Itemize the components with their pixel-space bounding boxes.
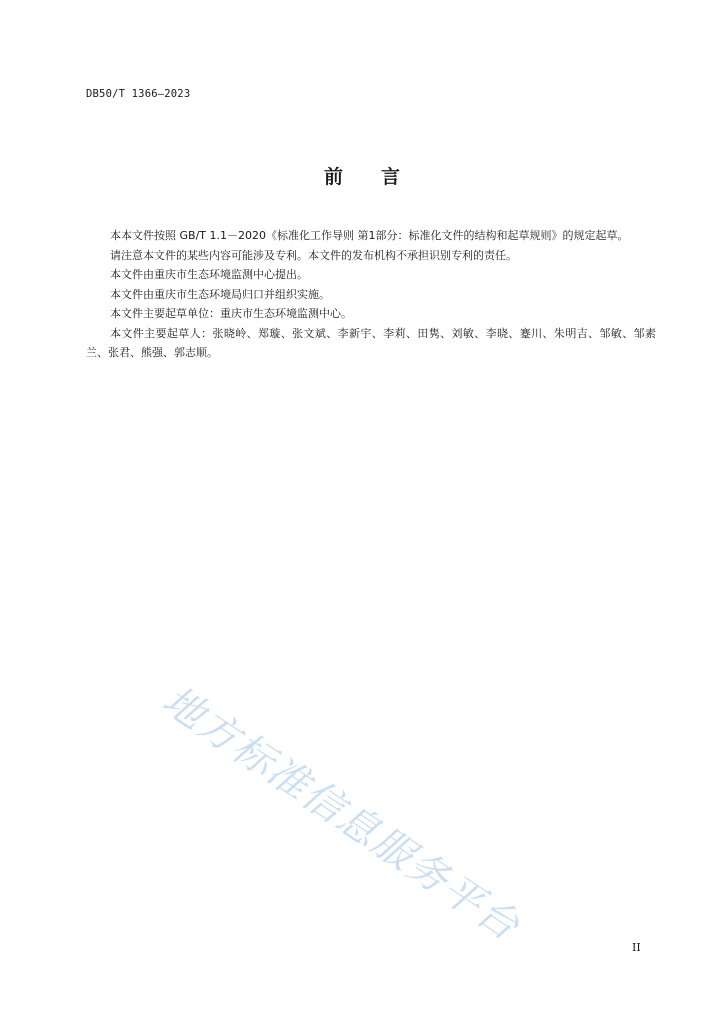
page-number: II bbox=[632, 941, 641, 954]
title-char-2: 言 bbox=[381, 166, 401, 188]
paragraph-patent-notice: 请注意本文件的某些内容可能涉及专利。本文件的发布机构不承担识别专利的责任。 bbox=[110, 248, 517, 262]
paragraph-proposer: 本文件由重庆市生态环境监测中心提出。 bbox=[110, 268, 308, 281]
paragraph-drafting-unit: 本文件主要起草单位：重庆市生态环境监测中心。 bbox=[110, 307, 352, 320]
title-char-1: 前 bbox=[323, 166, 343, 188]
document-code: DB50/T 1366—2023 bbox=[86, 88, 191, 100]
paragraph-administrator: 本文件由重庆市生态环境局归口并组织实施。 bbox=[110, 287, 330, 301]
paragraph-drafting-rules: 本本文件按照 GB/T 1.1－2020《标准化工作导则 第1部分：标准化文件的结构和起草规则》的规定起草。 bbox=[110, 229, 629, 242]
watermark: 地方标准信息服务平台 bbox=[154, 677, 529, 951]
page-title bbox=[0, 162, 724, 189]
paragraph-drafters: 本文件主要起草人：张晓岭、郑璇、张文斌、李新宇、李莉、田隽、刘敏、李晓、蹇川、朱明吉、邹敏、邹素兰、张君、熊强、郭志顺。 bbox=[86, 326, 656, 359]
foreword-body bbox=[86, 226, 656, 363]
